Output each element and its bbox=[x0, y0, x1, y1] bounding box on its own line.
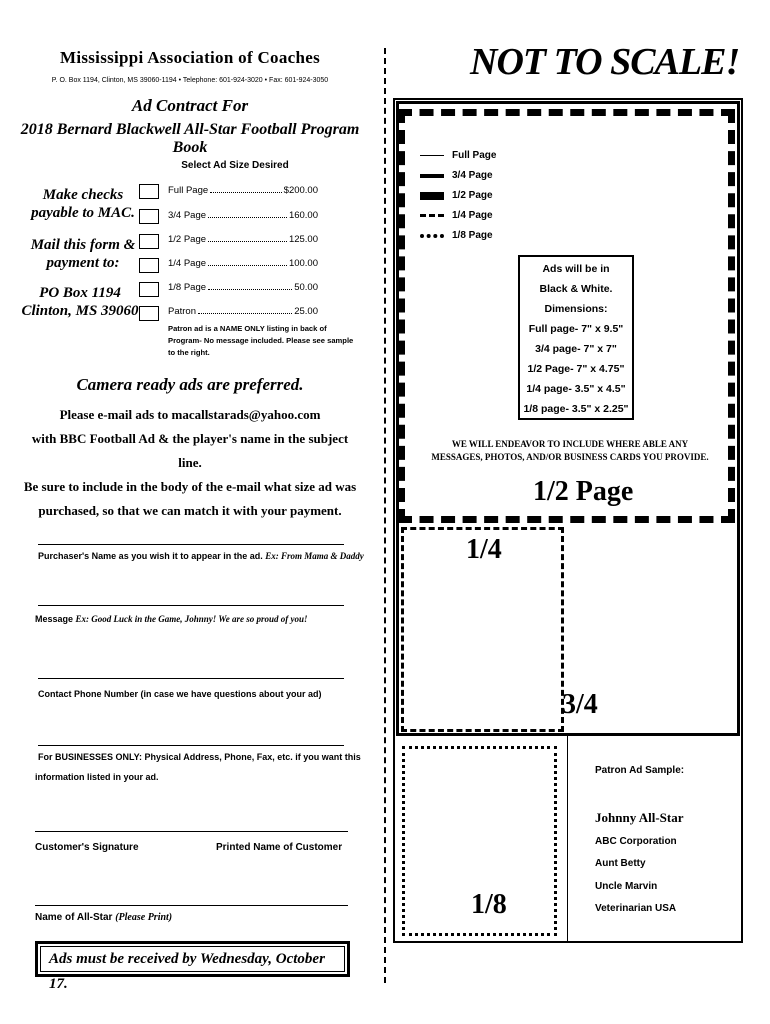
option-1-8-page bbox=[168, 282, 318, 293]
checkbox-1-4-page[interactable] bbox=[139, 258, 159, 273]
dimensions-line: Ads will be in bbox=[542, 263, 610, 275]
option-full-page bbox=[168, 185, 318, 196]
dimensions-line: Black & White. bbox=[539, 283, 613, 295]
eighth-page-label: 1/8 bbox=[471, 889, 507, 920]
patron-divider bbox=[567, 736, 568, 943]
legend-label: 3/4 Page bbox=[452, 170, 493, 181]
checkbox-1-2-page[interactable] bbox=[139, 234, 159, 249]
checkbox-patron[interactable] bbox=[139, 306, 159, 321]
legend-three-quarter bbox=[420, 170, 493, 181]
legend-label: 1/4 Page bbox=[452, 210, 493, 221]
three-quarter-page-label: 3/4 bbox=[562, 689, 598, 720]
contract-heading: Ad Contract For bbox=[131, 96, 249, 115]
deadline-text: Ads must be received by Wednesday, October 17. bbox=[40, 946, 345, 972]
dimensions-line: 1/2 Page- 7" x 4.75" bbox=[527, 363, 625, 375]
dimensions-line: Full page- 7" x 9.5" bbox=[528, 323, 624, 335]
dimensions-box bbox=[518, 255, 634, 420]
signature-line[interactable] bbox=[35, 831, 348, 832]
option-price: 25.00 bbox=[294, 306, 318, 317]
org-title: Mississippi Association of Coaches bbox=[59, 48, 321, 67]
option-label: 1/8 Page bbox=[168, 282, 207, 293]
email-instructions bbox=[20, 403, 360, 523]
message-line[interactable] bbox=[38, 605, 344, 606]
signature-label: Customer's Signature bbox=[35, 842, 139, 853]
business-label: For BUSINESSES ONLY: Physical Address, Phone, Fax, etc. if you want this bbox=[38, 752, 361, 762]
checkbox-3-4-page[interactable] bbox=[139, 209, 159, 224]
thick-line-swatch bbox=[420, 172, 446, 180]
option-label: 1/2 Page bbox=[168, 234, 207, 245]
dot-swatch bbox=[420, 232, 446, 240]
option-price: 160.00 bbox=[288, 210, 318, 221]
allstar-name-line[interactable] bbox=[35, 905, 348, 906]
legend-half bbox=[420, 190, 493, 201]
business-line[interactable] bbox=[38, 745, 344, 746]
option-label: Patron bbox=[168, 306, 196, 317]
patron-sample-line: Veterinarian USA bbox=[595, 903, 677, 914]
option-1-2-page bbox=[168, 234, 318, 245]
option-3-4-page bbox=[168, 210, 318, 221]
purchaser-name-label: Purchaser's Name as you wish it to appear in the ad. Ex: From Mama & Daddy bbox=[38, 551, 364, 561]
dimensions-line: 1/8 page- 3.5" x 2.25" bbox=[523, 403, 629, 415]
checkbox-1-8-page[interactable] bbox=[139, 282, 159, 297]
camera-ready-note: Camera ready ads are preferred. bbox=[76, 375, 304, 394]
email-line-3: Be sure to include in the body of the e-mail what size ad was bbox=[23, 479, 357, 494]
legend-label: Full Page bbox=[452, 150, 497, 161]
endeavor-line-2: MESSAGES, PHOTOS, AND/OR BUSINESS CARDS YOU PROVIDE. bbox=[431, 452, 709, 462]
patron-note: Patron ad is a NAME ONLY listing in back of Program- No message included. Please see sample to the right. bbox=[168, 324, 354, 357]
business-label-cont: information listed in your ad. bbox=[35, 772, 159, 782]
patron-sample-line: Aunt Betty bbox=[595, 858, 646, 869]
option-label: 1/4 Page bbox=[168, 258, 207, 269]
column-divider bbox=[384, 48, 386, 983]
legend-label: 1/2 Page bbox=[452, 190, 493, 201]
make-checks-note: Make checks payable to MAC. bbox=[31, 187, 135, 221]
mail-form-note: Mail this form & payment to: bbox=[30, 237, 136, 271]
legend-eighth bbox=[420, 230, 493, 241]
dash-swatch bbox=[420, 212, 446, 220]
mailing-address-note: PO Box 1194 Clinton, MS 39060 bbox=[21, 285, 139, 319]
legend-label: 1/8 Page bbox=[452, 230, 493, 241]
option-price: $200.00 bbox=[283, 185, 318, 196]
quarter-page-label: 1/4 bbox=[466, 534, 502, 565]
allstar-name-label: Name of All-Star (Please Print) bbox=[35, 912, 173, 923]
option-patron bbox=[168, 306, 318, 317]
patron-sample-line: ABC Corporation bbox=[595, 836, 677, 847]
option-1-4-page bbox=[168, 258, 318, 269]
option-price: 125.00 bbox=[288, 234, 318, 245]
endeavor-line-1: WE WILL ENDEAVOR TO INCLUDE WHERE ABLE ANY bbox=[451, 439, 689, 449]
email-line-4: purchased, so that we can match it with your payment. bbox=[38, 503, 342, 518]
legend-quarter bbox=[420, 210, 493, 221]
deadline-box bbox=[35, 941, 350, 992]
solid-line-swatch bbox=[420, 152, 446, 160]
patron-sample-name: Johnny All-Star bbox=[595, 810, 684, 825]
email-line-2: with BBC Football Ad & the player's name in the subject line. bbox=[31, 431, 349, 470]
option-label: Full Page bbox=[168, 185, 209, 196]
select-ad-size-label: Select Ad Size Desired bbox=[181, 160, 289, 171]
not-to-scale-heading: NOT TO SCALE! bbox=[470, 41, 740, 83]
checkbox-full-page[interactable] bbox=[139, 184, 159, 199]
dimensions-line: 3/4 page- 7" x 7" bbox=[535, 343, 617, 355]
patron-sample-label: Patron Ad Sample: bbox=[595, 765, 685, 776]
half-page-label: 1/2 Page bbox=[533, 476, 634, 507]
patron-sample-line: Uncle Marvin bbox=[595, 881, 658, 892]
legend-full-page bbox=[420, 150, 496, 161]
email-line-1: Please e-mail ads to macallstarads@yahoo.com bbox=[59, 407, 321, 422]
phone-label: Contact Phone Number (in case we have questions about your ad) bbox=[38, 689, 322, 699]
option-price: 50.00 bbox=[294, 282, 318, 293]
dimensions-line: 1/4 page- 3.5" x 4.5" bbox=[526, 383, 626, 395]
org-address: P. O. Box 1194, Clinton, MS 39060-1194 • Telephone: 601-924-3020 • Fax: 601-924-3050 bbox=[51, 77, 329, 84]
message-label: Message Ex: Good Luck in the Game, Johnny! We are so proud of you! bbox=[35, 614, 308, 624]
thick-dash-swatch bbox=[420, 192, 446, 200]
contract-subheading: 2018 Bernard Blackwell All-Star Football Program Book bbox=[20, 121, 360, 156]
printed-name-label: Printed Name of Customer bbox=[216, 842, 343, 853]
endeavor-note bbox=[410, 438, 730, 464]
dimensions-line: Dimensions: bbox=[544, 303, 608, 315]
option-price: 100.00 bbox=[288, 258, 318, 269]
option-label: 3/4 Page bbox=[168, 210, 207, 221]
phone-line[interactable] bbox=[38, 678, 344, 679]
purchaser-name-line[interactable] bbox=[38, 544, 344, 545]
